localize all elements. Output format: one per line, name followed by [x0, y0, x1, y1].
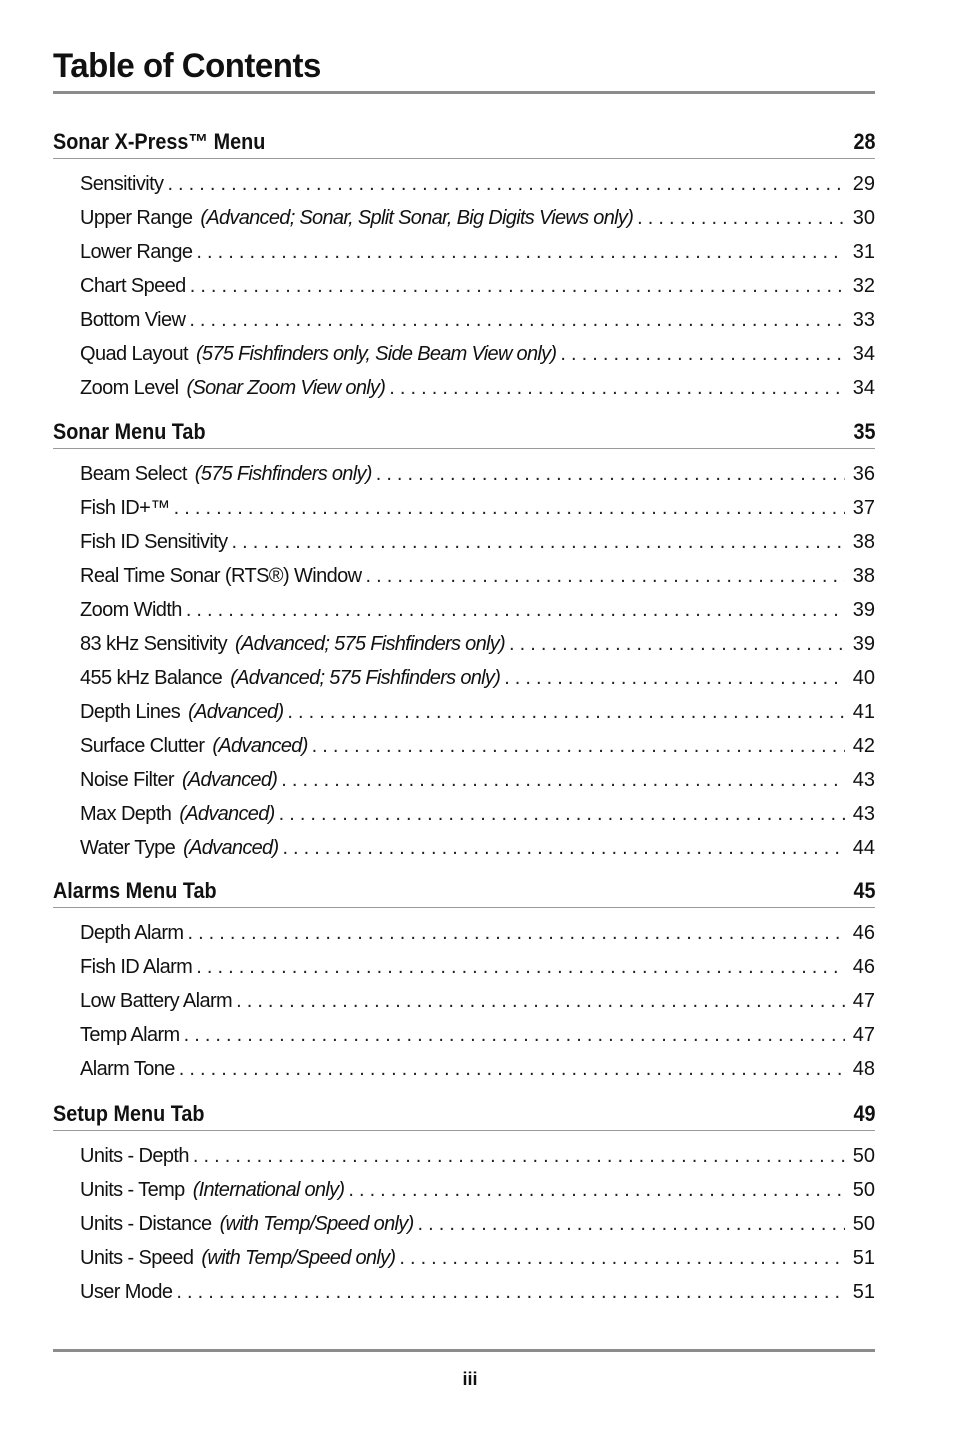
toc-entry-page: 37: [852, 497, 875, 519]
toc-entry-page: 38: [852, 565, 875, 587]
toc-entry-label: Temp Alarm: [80, 1024, 180, 1046]
dot-leader: [186, 595, 845, 625]
toc-entry-page: 44: [852, 837, 875, 859]
toc-entry-label: Units - Distance: [80, 1213, 212, 1235]
toc-entry-label: Fish ID Alarm: [80, 956, 193, 978]
toc-entry-page: 38: [852, 531, 875, 553]
toc-entry-label: 455 kHz Balance: [80, 667, 223, 689]
toc-entry-label: Quad Layout: [80, 343, 188, 365]
toc-entry-label: Upper Range: [80, 207, 193, 229]
toc-entry-page: 50: [852, 1213, 875, 1235]
toc-entry-page: 36: [852, 463, 875, 485]
toc-entry-label: Lower Range: [80, 241, 193, 263]
toc-entry-note: (Advanced): [183, 837, 279, 859]
toc-entry-page: 34: [852, 377, 875, 399]
dot-leader: [376, 459, 845, 489]
toc-entry-label: Units - Temp: [80, 1179, 185, 1201]
toc-entry-page: 31: [852, 241, 875, 263]
toc-entry-page: 46: [852, 956, 875, 978]
title-divider: [53, 91, 875, 94]
toc-entry-page: 48: [852, 1058, 875, 1080]
dot-leader: [187, 918, 845, 948]
section-heading[interactable]: [53, 127, 875, 159]
toc-entry-label: Fish ID+™: [80, 497, 170, 519]
toc-entry-label: Sensitivity: [80, 173, 164, 195]
toc-entry-label: Alarm Tone: [80, 1058, 175, 1080]
dot-leader: [399, 1243, 845, 1273]
dot-leader: [190, 271, 845, 301]
dot-leader: [184, 1020, 845, 1050]
dot-leader: [167, 169, 845, 199]
toc-entry[interactable]: [80, 493, 875, 523]
toc-entry-note: (with Temp/Speed only): [201, 1247, 396, 1269]
dot-leader: [509, 629, 845, 659]
toc-entry-page: 51: [852, 1281, 875, 1303]
toc-entry-page: 50: [852, 1145, 875, 1167]
toc-entry[interactable]: [80, 305, 875, 335]
section-heading[interactable]: [53, 417, 875, 449]
toc-entry-note: (International only): [192, 1179, 345, 1201]
dot-leader: [282, 833, 845, 863]
dot-leader: [179, 1054, 845, 1084]
dot-leader: [312, 731, 845, 761]
toc-entry[interactable]: [80, 1054, 875, 1084]
toc-entry-label: 83 kHz Sensitivity: [80, 633, 228, 655]
section-heading-label: Alarms Menu Tab: [53, 878, 217, 903]
toc-entry[interactable]: [80, 952, 875, 982]
dot-leader: [504, 663, 845, 693]
toc-entry-page: 40: [852, 667, 875, 689]
toc-entry-page: 34: [852, 343, 875, 365]
dot-leader: [281, 765, 845, 795]
toc-entry-note: (575 Fishfinders only, Side Beam View only): [195, 343, 557, 365]
section-heading-label: Setup Menu Tab: [53, 1101, 205, 1126]
toc-entry-label: User Mode: [80, 1281, 173, 1303]
toc-entry[interactable]: [80, 459, 875, 489]
toc-entry-page: 46: [852, 922, 875, 944]
toc-entry-label: Depth Alarm: [80, 922, 184, 944]
section-heading-label: Sonar X-Press™ Menu: [53, 129, 266, 154]
dot-leader: [193, 1141, 845, 1171]
toc-entry-page: 30: [852, 207, 875, 229]
section-heading[interactable]: [53, 876, 875, 908]
toc-entry[interactable]: [80, 833, 875, 863]
toc-entry-note: (575 Fishfinders only): [194, 463, 372, 485]
dot-leader: [279, 799, 845, 829]
toc-entry[interactable]: [80, 731, 875, 761]
toc-entry-page: 51: [852, 1247, 875, 1269]
toc-entry[interactable]: [80, 918, 875, 948]
toc-entry[interactable]: [80, 203, 875, 233]
toc-entry[interactable]: [80, 697, 875, 727]
dot-leader: [348, 1175, 845, 1205]
dot-leader: [189, 305, 845, 335]
page-number: iii: [462, 1369, 478, 1389]
toc-entry[interactable]: [80, 765, 875, 795]
toc-entry[interactable]: [80, 237, 875, 267]
section-heading[interactable]: [53, 1099, 875, 1131]
toc-entry-page: 39: [852, 633, 875, 655]
section-heading-page: 28: [852, 129, 875, 154]
toc-entry-page: 33: [852, 309, 875, 331]
dot-leader: [236, 986, 845, 1016]
toc-entry-note: (Advanced): [188, 701, 284, 723]
toc-entry-page: 50: [852, 1179, 875, 1201]
toc-entry-note: (Advanced): [179, 803, 275, 825]
toc-entry-label: Units - Depth: [80, 1145, 189, 1167]
toc-entry[interactable]: [80, 1277, 875, 1307]
toc-entry-note: (Advanced; 575 Fishfinders only): [230, 667, 501, 689]
section-heading-page: 35: [852, 419, 875, 444]
toc-entry-page: 43: [852, 769, 875, 791]
toc-entry-note: (Advanced; Sonar, Split Sonar, Big Digits Views only): [200, 207, 634, 229]
toc-entry[interactable]: [80, 799, 875, 829]
dot-leader: [418, 1209, 845, 1239]
toc-entry-page: 29: [852, 173, 875, 195]
toc-entry[interactable]: [80, 1209, 875, 1239]
toc-entry-label: Fish ID Sensitivity: [80, 531, 228, 553]
toc-entry[interactable]: [80, 1141, 875, 1171]
toc-entry-label: Bottom View: [80, 309, 186, 331]
toc-entry[interactable]: [80, 595, 875, 625]
toc-entry-page: 42: [852, 735, 875, 757]
toc-entry[interactable]: [80, 986, 875, 1016]
toc-entry[interactable]: [80, 663, 875, 693]
toc-entry-label: Low Battery Alarm: [80, 990, 233, 1012]
toc-entry-page: 32: [852, 275, 875, 297]
toc-entry-label: Zoom Width: [80, 599, 182, 621]
toc-entry-label: Noise Filter: [80, 769, 174, 791]
toc-entry-label: Water Type: [80, 837, 176, 859]
dot-leader: [560, 339, 845, 369]
page-title: Table of Contents: [53, 47, 321, 85]
toc-entry[interactable]: [80, 373, 875, 403]
toc-entry-label: Beam Select: [80, 463, 187, 485]
dot-leader: [287, 697, 845, 727]
section-heading-page: 49: [852, 1101, 875, 1126]
toc-entry-note: (Sonar Zoom View only): [186, 377, 386, 399]
dot-leader: [366, 561, 846, 591]
toc-entry-label: Zoom Level: [80, 377, 179, 399]
toc-entry-label: Depth Lines: [80, 701, 181, 723]
toc-entry-page: 43: [852, 803, 875, 825]
toc-entry-note: (Advanced; 575 Fishfinders only): [235, 633, 506, 655]
dot-leader: [176, 1277, 845, 1307]
dot-leader: [196, 237, 845, 267]
toc-entry-page: 47: [852, 990, 875, 1012]
toc-entry[interactable]: [80, 527, 875, 557]
toc-entry-page: 41: [852, 701, 875, 723]
section-heading-page: 45: [852, 878, 875, 903]
toc-entry[interactable]: [80, 1020, 875, 1050]
toc-entry[interactable]: [80, 629, 875, 659]
toc-entry[interactable]: [80, 271, 875, 301]
toc-entry[interactable]: [80, 1175, 875, 1205]
toc-entry-label: Chart Speed: [80, 275, 186, 297]
toc-entry[interactable]: [80, 169, 875, 199]
toc-entry-label: Surface Clutter: [80, 735, 205, 757]
section-heading-label: Sonar Menu Tab: [53, 419, 206, 444]
toc-entry[interactable]: [80, 339, 875, 369]
toc-entry-note: (with Temp/Speed only): [219, 1213, 414, 1235]
dot-leader: [389, 373, 845, 403]
toc-entry-page: 39: [852, 599, 875, 621]
toc-entry-label: Units - Speed: [80, 1247, 194, 1269]
dot-leader: [232, 527, 845, 557]
toc-entry-note: (Advanced): [212, 735, 308, 757]
toc-entry[interactable]: [80, 1243, 875, 1273]
toc-entry-page: 47: [852, 1024, 875, 1046]
footer-divider: [53, 1349, 875, 1352]
dot-leader: [174, 493, 845, 523]
dot-leader: [637, 203, 845, 233]
toc-entry-label: Max Depth: [80, 803, 172, 825]
toc-entry-note: (Advanced): [181, 769, 278, 791]
toc-entry[interactable]: [80, 561, 875, 591]
dot-leader: [196, 952, 845, 982]
toc-entry-label: Real Time Sonar (RTS®) Window: [80, 565, 362, 587]
